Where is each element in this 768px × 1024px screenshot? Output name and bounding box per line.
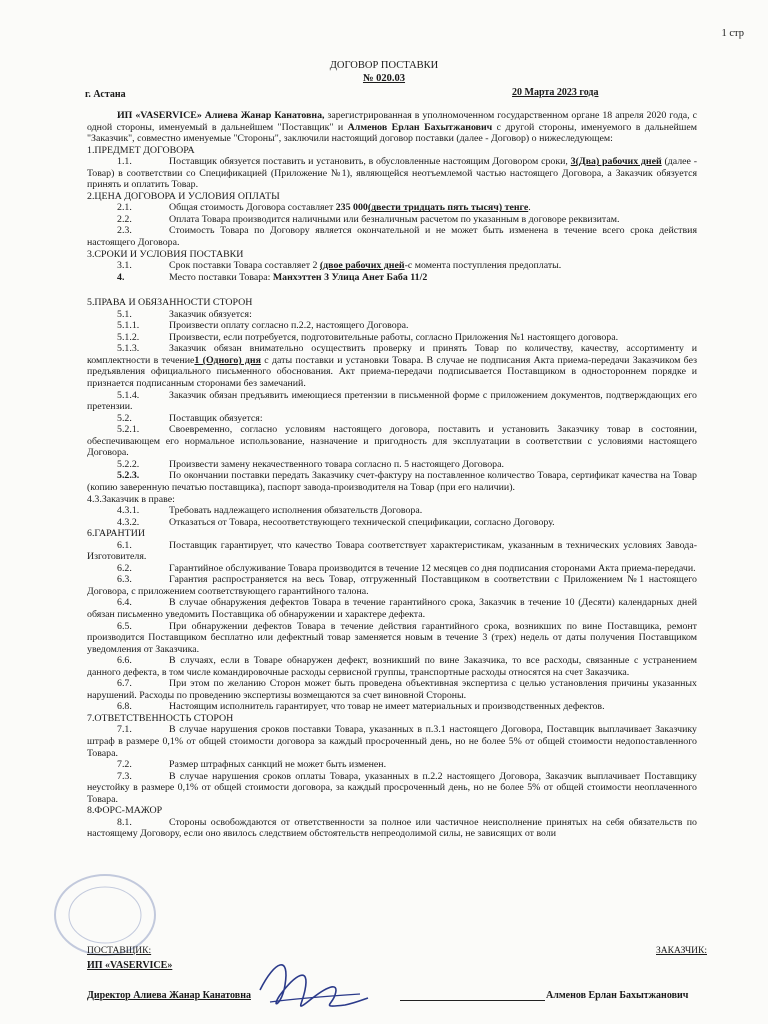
clause-2-1 xyxy=(87,202,697,214)
clause-number: 6.1. xyxy=(117,539,132,551)
clause-text: Отказаться от Товара, несоответствующего технической спецификации, согласно Договору. xyxy=(169,516,555,528)
clause-number: 1.1. xyxy=(117,156,132,168)
clause-5-2-3 xyxy=(87,470,697,493)
clause-text: В случае нарушения сроков оплаты Товара, указанных в п.2.2 настоящего Договора, Заказчик выплачивает Поставщику неустойку в размере 0,1% от общей стоимости договора, за каждый просроченный день, но не более 5% от общей стоимости неоплаченного Товара. xyxy=(87,770,697,805)
clause-number: 4.3.2. xyxy=(117,516,140,528)
clause-text: Настоящим исполнитель гарантирует, что товар не имеет материальных и производственных дефектов. xyxy=(169,701,605,713)
clause-text: Стороны освобождаются от ответственности за полное или частичное неисполнение принятых на себя обязательств по настоящему Договору, если оно явилось следствием обстоятельств непреодолимой силы, не зависящих от воли xyxy=(87,816,697,840)
signature-image xyxy=(250,950,370,1020)
clause-text: Гарантия распространяется на весь Товар, отгруженный Поставщиком в соответствии с Приложением №1 настоящего Договора, с приложением соответствующего гарантийного талона. xyxy=(87,574,697,597)
clause-6-7 xyxy=(87,678,697,701)
clause-text: Поставщик гарантирует, что качество Товара соответствует характеристикам, указанным в технических условиях Завода-Изготовителя. xyxy=(87,539,697,563)
section-3-heading: 3.СРОКИ И УСЛОВИЯ ПОСТАВКИ xyxy=(87,248,244,260)
clause-5-1-1 xyxy=(87,320,697,332)
acceptance-term: 1 (Одного) дня xyxy=(194,354,261,366)
clause-number: 6.5. xyxy=(117,620,132,632)
contract-city: г. Астана xyxy=(85,89,126,100)
clause-text: В случае нарушения сроков поставки Товара, указанных в п.3.1 настоящего Договора, Поставщик выплачивает Заказчику штраф в размере 0,1% от общей стоимости договора за каждый просроченный день, но не более 5% от общей стоимости недопоставленного Товара. xyxy=(87,724,697,759)
clause-number: 5.1. xyxy=(117,308,132,320)
clause-number: 5.2. xyxy=(117,412,132,424)
clause-number: 5.2.2. xyxy=(117,458,140,470)
clause-5-1-4 xyxy=(87,390,697,413)
section-7-heading: 7.ОТВЕТСТВЕННОСТЬ СТОРОН xyxy=(87,712,234,724)
clause-text: Оплата Товара производится наличными или безналичным расчетом по указанным в договоре реквизитам. xyxy=(169,213,620,225)
clause-number: 2.3. xyxy=(117,225,132,237)
supplier-director: Директор Алиева Жанар Канатовна xyxy=(87,990,251,1001)
intro-text-2: с другой стороны, именуемого в дальнейшем "Заказчик", совместно именуемые "Стороны", заключили настоящий договор поставки (далее - Договор) о нижеследующем: xyxy=(87,121,697,145)
clause-text: Гарантийное обслуживание Товара производится в течение 12 месяцев со дня подписания сторонами Акта приема-передачи. xyxy=(169,562,696,574)
clause-number: 2.2. xyxy=(117,213,132,225)
clause-text: Требовать надлежащего исполнения обязательств Договора. xyxy=(169,505,423,517)
clause-text: При этом по желанию Сторон может быть проведена объективная экспертиза с целью установления причины указанных нарушений. Расходы по проведению экспертизы возмещаются за счет виновной Стороны. xyxy=(87,678,697,701)
customer-label: ЗАКАЗЧИК: xyxy=(656,946,707,956)
clause-text: Произвести, если потребуется, подготовительные работы, согласно Приложения №1 настоящего договора. xyxy=(169,331,619,343)
clause-2-3 xyxy=(87,225,697,248)
clause-5-2-1 xyxy=(87,424,697,459)
delivery-term: 3(Два) рабочих дней xyxy=(570,156,662,168)
clause-number: 2.1. xyxy=(117,202,132,214)
clause-text: Произвести оплату согласно п.2.2, настоящего Договора. xyxy=(169,320,409,332)
customer-signature-name: Алменов Ерлан Бахытжанович xyxy=(546,990,689,1001)
supplier-company: ИП «VASERVICE» xyxy=(87,960,173,971)
section-1-heading: 1.ПРЕДМЕТ ДОГОВОРА xyxy=(87,144,195,156)
clause-number: 5.1.2. xyxy=(117,331,140,343)
contract-body xyxy=(87,110,697,840)
clause-text: Место поставки Товара: xyxy=(169,271,273,283)
section-2-heading: 2.ЦЕНА ДОГОВОРА И УСЛОВИЯ ОПЛАТЫ xyxy=(87,190,280,202)
clause-text: . xyxy=(528,202,531,214)
clause-number: 5.1.3. xyxy=(117,343,140,355)
clause-number: 6.7. xyxy=(117,678,132,690)
clause-6-5 xyxy=(87,621,697,656)
clause-4 xyxy=(87,272,697,284)
clause-4-3-2 xyxy=(87,517,697,529)
clause-number: 6.4. xyxy=(117,597,132,609)
clause-number: 4. xyxy=(117,271,125,283)
contract-number: № 020.03 xyxy=(362,73,406,84)
clause-6-4 xyxy=(87,597,697,620)
clause-text: с даты поставки и установки Товара. В случае не подписания Акта приема-передачи Заказчиком без предъявления официального письменного обоснования. Акт приема-передачи подписывается Поставщиком в одностороннем порядке и признается подписанным сторонами без замечаний. xyxy=(87,354,697,390)
clause-1-1 xyxy=(87,156,697,191)
clause-text: Поставщик обязуется: xyxy=(169,412,263,424)
customer-signature-line xyxy=(400,1000,545,1001)
clause-number: 7.2. xyxy=(117,759,132,771)
section-8-heading: 8.ФОРС-МАЖОР xyxy=(87,805,163,817)
clause-6-8 xyxy=(87,701,697,713)
section-5-heading: 5.ПРАВА И ОБЯЗАННОСТИ СТОРОН xyxy=(87,297,253,309)
clause-number: 4.3.1. xyxy=(117,505,140,517)
clause-number: 7.3. xyxy=(117,770,132,782)
document-title: ДОГОВОР ПОСТАВКИ xyxy=(329,60,439,71)
section-4-3-heading: 4.3.Заказчик в праве: xyxy=(87,493,175,505)
clause-7-3 xyxy=(87,771,697,806)
clause-5-2 xyxy=(87,413,697,425)
clause-text: Стоимость Товара по Договору является окончательной и не может быть изменена в течение всего срока действия настоящего Договора. xyxy=(87,225,697,249)
clause-5-1 xyxy=(87,309,697,321)
clause-text: Общая стоимость Договора составляет xyxy=(169,202,336,214)
clause-text: По окончании поставки передать Заказчику счет-фактуру на поставленное количество Товара, сертификат качества на Товар (копию заверенную печатью поставщика), паспорт завода-производителя на Товар (при его наличии). xyxy=(87,470,697,493)
delivery-address: Манхэттен 3 Улица Анет Баба 11/2 xyxy=(272,271,428,283)
clause-text: -с момента поступления предоплаты. xyxy=(404,260,562,272)
clause-text: Заказчик обязан внимательно осуществить проверку и принять Товар по количеству, качеству, ассортименту и комплектности в течение xyxy=(87,343,697,366)
clause-2-2 xyxy=(87,214,697,226)
clause-6-3 xyxy=(87,574,697,597)
clause-text: Произвести замену некачественного товара согласно п. 5 настоящего Договора. xyxy=(169,458,504,470)
page-number: 1 стр xyxy=(721,28,744,39)
clause-5-1-2 xyxy=(87,332,697,344)
contract-amount: 235 000 xyxy=(335,202,368,214)
clause-text: Заказчик обязуется: xyxy=(169,308,252,320)
supplier-name: ИП «VASERVICE» Алиева Жанар Канатовна, xyxy=(117,110,325,121)
clause-text: В случае обнаружения дефектов Товара в течение гарантийного срока, Заказчик в течение 10 (Десяти) календарных дней обязан письменно уведомить Поставщика об обнаружении и характере дефекта. xyxy=(87,597,697,620)
clause-3-1 xyxy=(87,260,697,272)
contract-date: 20 Марта 2023 года xyxy=(512,87,599,98)
clause-5-1-3 xyxy=(87,343,697,389)
clause-number: 3.1. xyxy=(117,260,132,272)
clause-number: 5.2.3. xyxy=(117,470,140,482)
clause-text: Размер штрафных санкций не может быть изменен. xyxy=(169,759,387,771)
clause-text: Своевременно, согласно условиям настоящего договора, поставить и установить Заказчику товар в состоянии, обеспечивающем его нормальное использование, назначение и пригодность для эксплуатации в соответствии с условиями настоящего Договора. xyxy=(87,424,697,459)
intro-paragraph xyxy=(87,110,697,145)
clause-5-2-2 xyxy=(87,459,697,471)
clause-text: При обнаружении дефектов Товара в течение действия гарантийного срока, возникших по вине Поставщика, ремонт производится Поставщиком бесплатно или дефектный товар заменяется новым в течение 3 (трех) недель от даты получения Поставщиком уведомления от Заказчика. xyxy=(87,620,697,655)
clause-number: 6.6. xyxy=(117,655,132,667)
clause-number: 5.1.4. xyxy=(117,389,140,401)
clause-number: 6.3. xyxy=(117,574,132,586)
clause-7-1 xyxy=(87,724,697,759)
section-6-heading: 6.ГАРАНТИИ xyxy=(87,528,145,540)
clause-number: 5.2.1. xyxy=(117,424,140,436)
supplier-label: ПОСТАВЩИК: xyxy=(87,946,152,956)
clause-text: (далее - Товар) в соответствии со Спецификацией (Приложение №1), являющейся неотъемлемой частью настоящего Договора, а Заказчик обязуется принять и оплатить Товар. xyxy=(87,156,698,191)
clause-4-3-1 xyxy=(87,505,697,517)
clause-number: 7.1. xyxy=(117,724,132,736)
clause-6-1 xyxy=(87,540,697,563)
intro-text-1: зарегистрированная в уполномоченном государственном органе 18 апреля 2020 года, с одной стороны, именуемый в дальнейшем "Поставщик" и xyxy=(87,110,697,133)
clause-text: В случаях, если в Товаре обнаружен дефект, возникший по вине Заказчика, то все расходы, связанные с устранением данного дефекта, в том числе командировочные расходы сервисной группы, транспортные расходы относятся на счет Заказчика. xyxy=(87,655,697,678)
contract-amount-words: (двести тридцать пять тысяч) тенге xyxy=(367,202,529,214)
clause-number: 5.1.1. xyxy=(117,320,140,332)
clause-text: Срок поставки Товара составляет 2 xyxy=(169,260,320,272)
clause-number: 8.1. xyxy=(117,816,132,828)
clause-6-2 xyxy=(87,563,697,575)
clause-number: 6.2. xyxy=(117,562,132,574)
clause-text: Заказчик обязан предъявить имеющиеся претензии в письменной форме с приложением документов, подтверждающих его претензии. xyxy=(87,389,697,413)
clause-text: Поставщик обязуется поставить и установить, в обусловленные настоящим Договором сроки, xyxy=(169,156,571,168)
customer-name: Алменов Ерлан Бахытжанович xyxy=(347,121,493,133)
clause-6-6 xyxy=(87,655,697,678)
delivery-days: (двое рабочих дней xyxy=(319,260,405,272)
clause-8-1 xyxy=(87,817,697,840)
clause-7-2 xyxy=(87,759,697,771)
clause-number: 6.8. xyxy=(117,701,132,713)
